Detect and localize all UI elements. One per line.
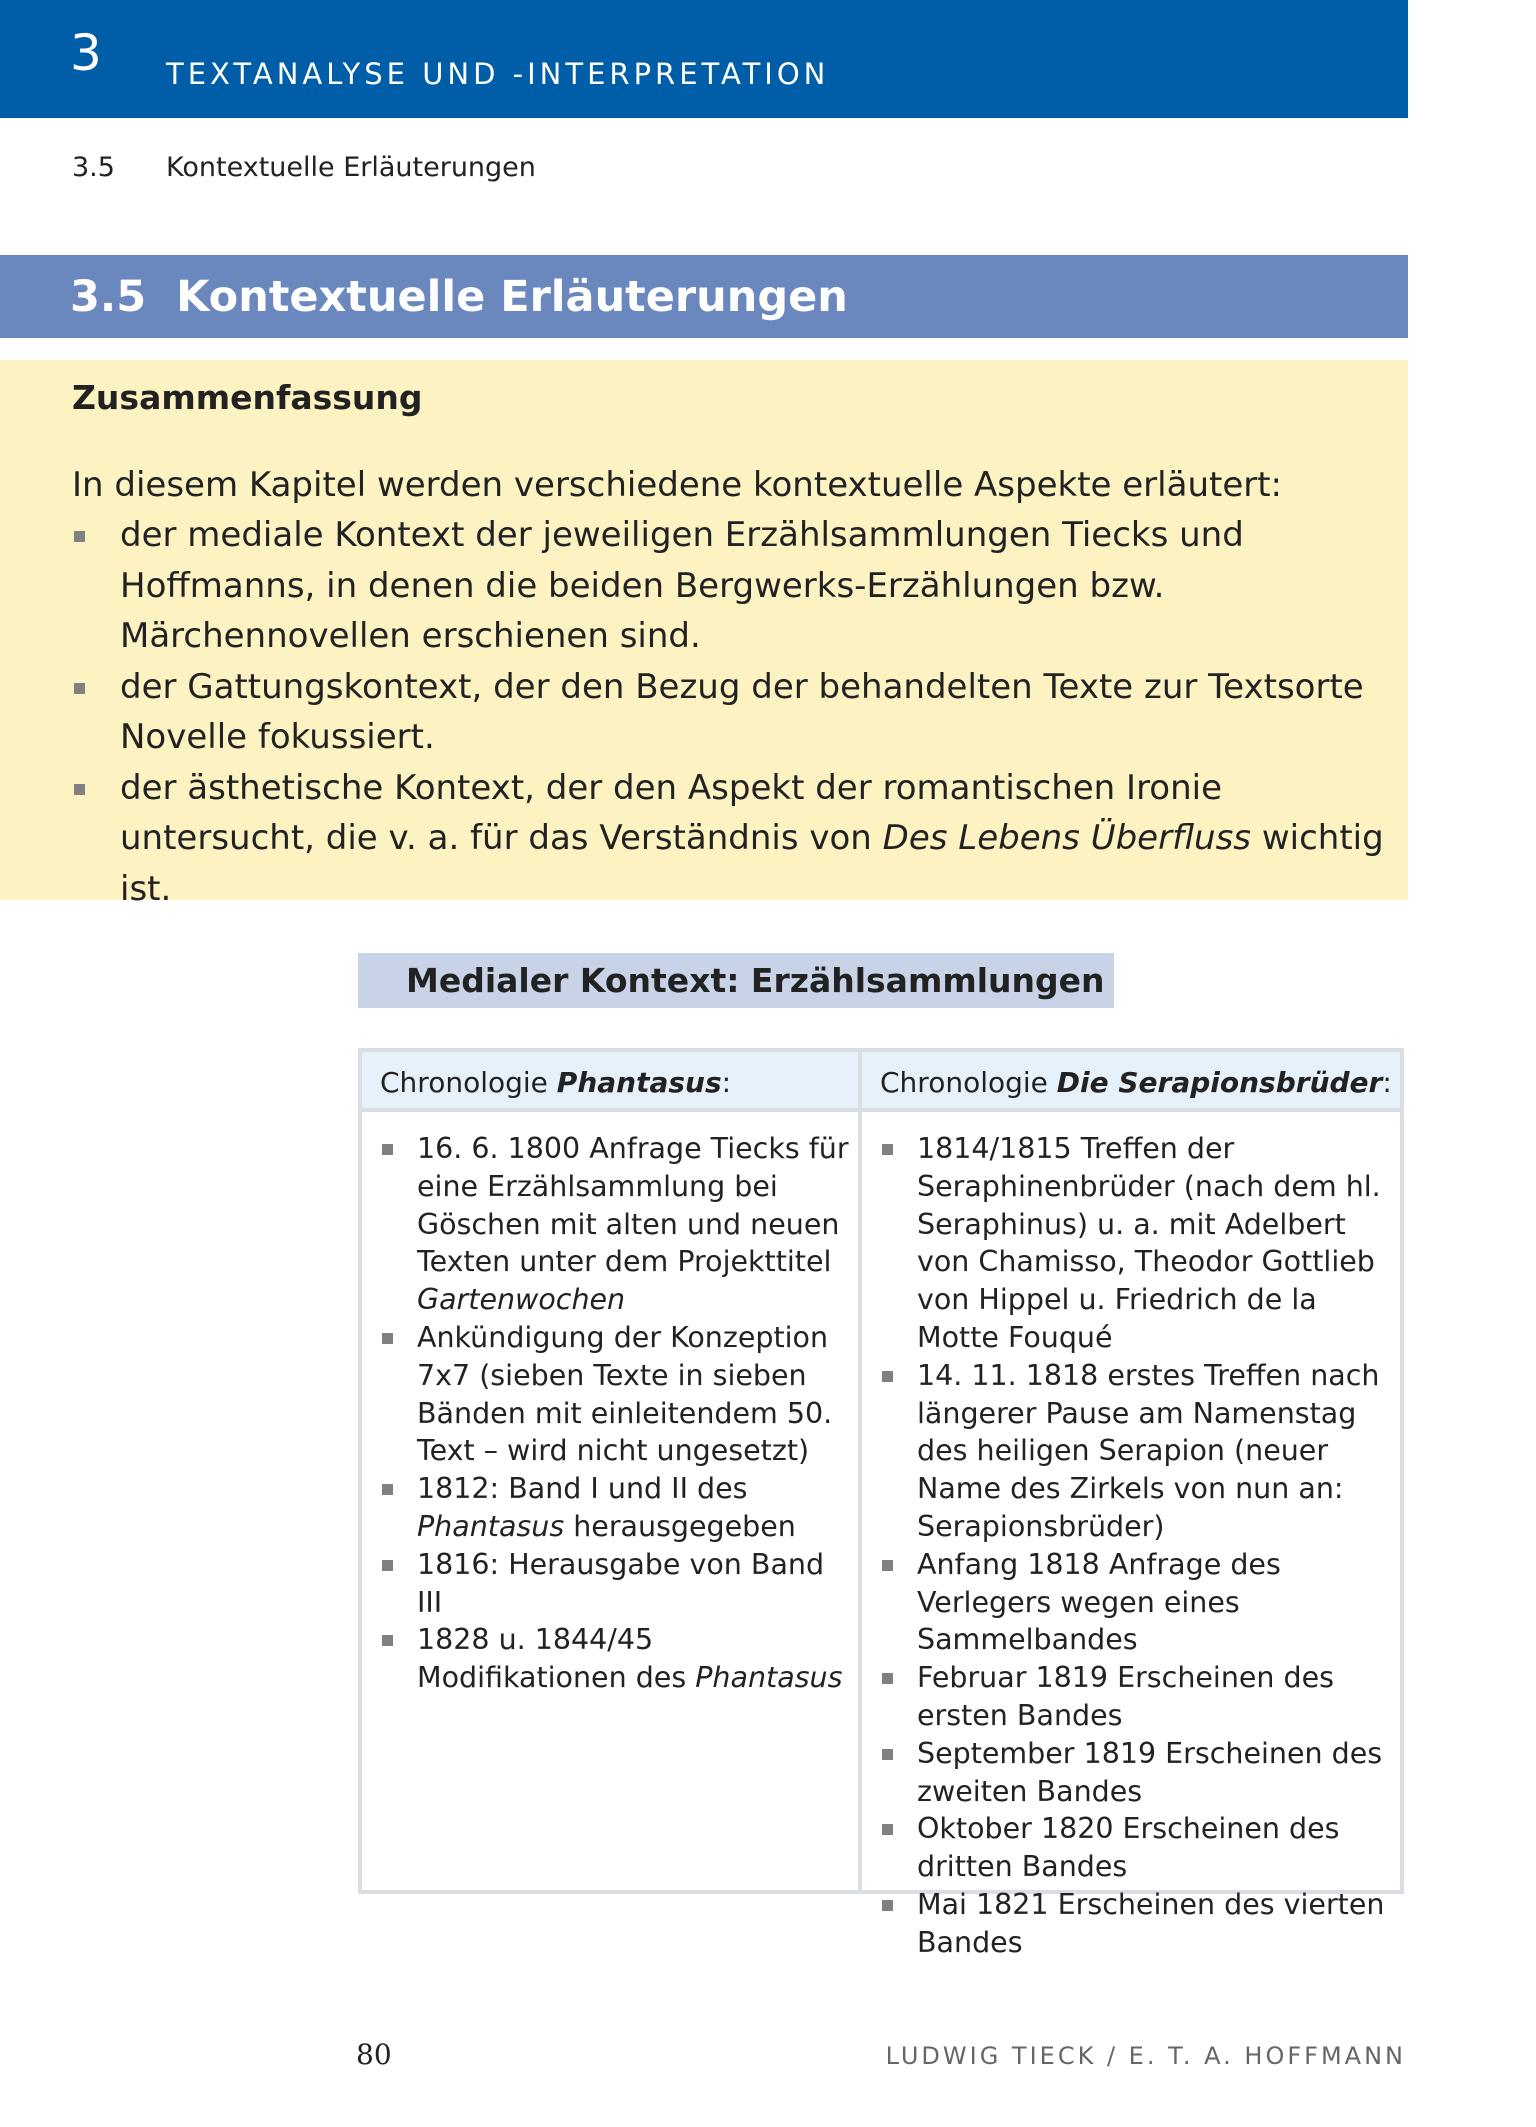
square-bullet-icon [74, 683, 85, 694]
chronology-entry: 1828 u. 1844/45 Modifikationen des [417, 1623, 696, 1695]
header-text: Chronologie [380, 1066, 557, 1099]
square-bullet-icon [74, 531, 85, 542]
list-item [380, 1130, 850, 1319]
square-bullet-icon [382, 1144, 393, 1155]
list-item [380, 1319, 850, 1470]
work-title: Phantasus [417, 1509, 565, 1543]
chapter-header-bar [0, 0, 1408, 118]
square-bullet-icon [882, 1673, 893, 1684]
phantasus-chronology-list [380, 1130, 850, 1697]
book-title-footer: LUDWIG TIECK / E. T. A. HOFFMANN [885, 2042, 1406, 2070]
chronology-entry: Anfang 1818 Anfrage des Verlegers wegen eines Sammelbandes [917, 1547, 1281, 1657]
square-bullet-icon [882, 1900, 893, 1911]
header-work-title: Die Serapionsbrüder [1056, 1066, 1383, 1099]
list-item [880, 1130, 1400, 1357]
square-bullet-icon [382, 1333, 393, 1344]
chronology-entry: 14. 11. 1818 erstes Treffen nach längerer Pause am Namenstag des heiligen Serapion (neuer Name des Zirkels von nun an: Serapionsbrüder) [917, 1358, 1380, 1543]
square-bullet-icon [882, 1824, 893, 1835]
square-bullet-icon [882, 1560, 893, 1571]
summary-intro: In diesem Kapitel werden verschiedene kontextuelle Aspekte erläutert: [72, 465, 1283, 505]
summary-box [0, 360, 1408, 909]
list-item [880, 1735, 1400, 1811]
table-header-serapionsbrueder [862, 1052, 1400, 1112]
list-item [380, 1546, 850, 1622]
section-heading-bar [0, 255, 1408, 338]
summary-item-text: der Gattungskontext, der den Bezug der behandelten Texte zur Textsorte Novelle fokussiert. [120, 666, 1364, 757]
project-title: Gartenwochen [417, 1283, 626, 1317]
chronology-entry-end: herausgegeben [564, 1509, 796, 1543]
running-section-title: Kontextuelle Erläuterungen [166, 152, 536, 183]
header-text: Chronologie [880, 1066, 1057, 1099]
media-context-title: Medialer Kontext: Erzählsammlungen [406, 961, 1105, 1000]
chronology-entry: Ankündigung der Konzeption 7x7 (sieben Texte in sieben Bänden mit einleitendem 50. Text – wird nicht ungesetzt) [417, 1320, 833, 1468]
chapter-number: 3 [70, 24, 102, 82]
table-header-phantasus [362, 1052, 858, 1112]
list-item [880, 1546, 1400, 1659]
chronology-table [358, 1048, 1404, 1959]
list-item [380, 1621, 850, 1697]
work-title: Phantasus [695, 1661, 843, 1695]
column-divider [858, 1052, 862, 1890]
square-bullet-icon [382, 1635, 393, 1646]
chronology-entry: 16. 6. 1800 Anfrage Tiecks für eine Erzählsammlung bei Göschen mit alten und neuen Texten unter dem Projekttitel [417, 1132, 849, 1279]
section-heading: 3.5 Kontextuelle Erläuterungen [70, 272, 848, 322]
chronology-entry: 1816: Herausgabe von Band III [417, 1547, 825, 1619]
chronology-entry: 1812: Band I und II des [417, 1472, 748, 1506]
list-item [880, 1659, 1400, 1735]
summary-item-text: der ästhetische Kontext, der den Aspekt der romantischen Ironie untersucht, die v. a. für das Verständnis von [120, 767, 1223, 858]
list-item [880, 1810, 1400, 1886]
square-bullet-icon [382, 1560, 393, 1571]
list-item [72, 763, 1398, 915]
chapter-title: TEXTANALYSE UND -INTERPRETATION [166, 57, 830, 91]
summary-item-text-end: wichtig ist. [120, 818, 1384, 909]
square-bullet-icon [882, 1144, 893, 1155]
chronology-entry: Oktober 1820 Erscheinen des dritten Bandes [917, 1812, 1340, 1884]
list-item [72, 510, 1398, 662]
serapionsbrueder-chronology-list [880, 1130, 1400, 1962]
summary-list [72, 510, 1398, 914]
chronology-entry: 1814/1815 Treffen der Seraphinenbrüder (nach dem hl. Seraphinus) u. a. mit Adelbert von Chamisso, Theodor Gottlieb von Hippel u. Friedrich de la Motte Fouqué [917, 1132, 1381, 1354]
list-item [880, 1886, 1400, 1962]
media-context-label [358, 953, 1114, 1008]
square-bullet-icon [882, 1371, 893, 1382]
list-item [380, 1470, 850, 1546]
square-bullet-icon [882, 1749, 893, 1760]
chronology-entry: Mai 1821 Erscheinen des vierten Bandes [917, 1887, 1385, 1959]
header-work-title: Phantasus [556, 1066, 722, 1099]
chronology-entry: Februar 1819 Erscheinen des ersten Bandes [917, 1661, 1335, 1732]
page-number: 80 [356, 2038, 392, 2071]
chronology-entry: September 1819 Erscheinen des zweiten Bandes [917, 1736, 1383, 1808]
square-bullet-icon [74, 784, 85, 795]
square-bullet-icon [382, 1484, 393, 1495]
summary-heading: Zusammenfassung [72, 378, 423, 417]
work-title: Des Lebens Überfluss [882, 818, 1252, 858]
summary-item-text: der mediale Kontext der jeweiligen Erzählsammlungen Tiecks und Hoffmanns, in denen die beiden Bergwerks-Erzählungen bzw. Märchennovellen erschienen sind. [120, 515, 1244, 656]
header-colon: : [1382, 1066, 1392, 1099]
list-item [72, 662, 1398, 763]
running-section-number: 3.5 [72, 152, 115, 183]
header-colon: : [721, 1066, 732, 1099]
list-item [880, 1357, 1400, 1546]
